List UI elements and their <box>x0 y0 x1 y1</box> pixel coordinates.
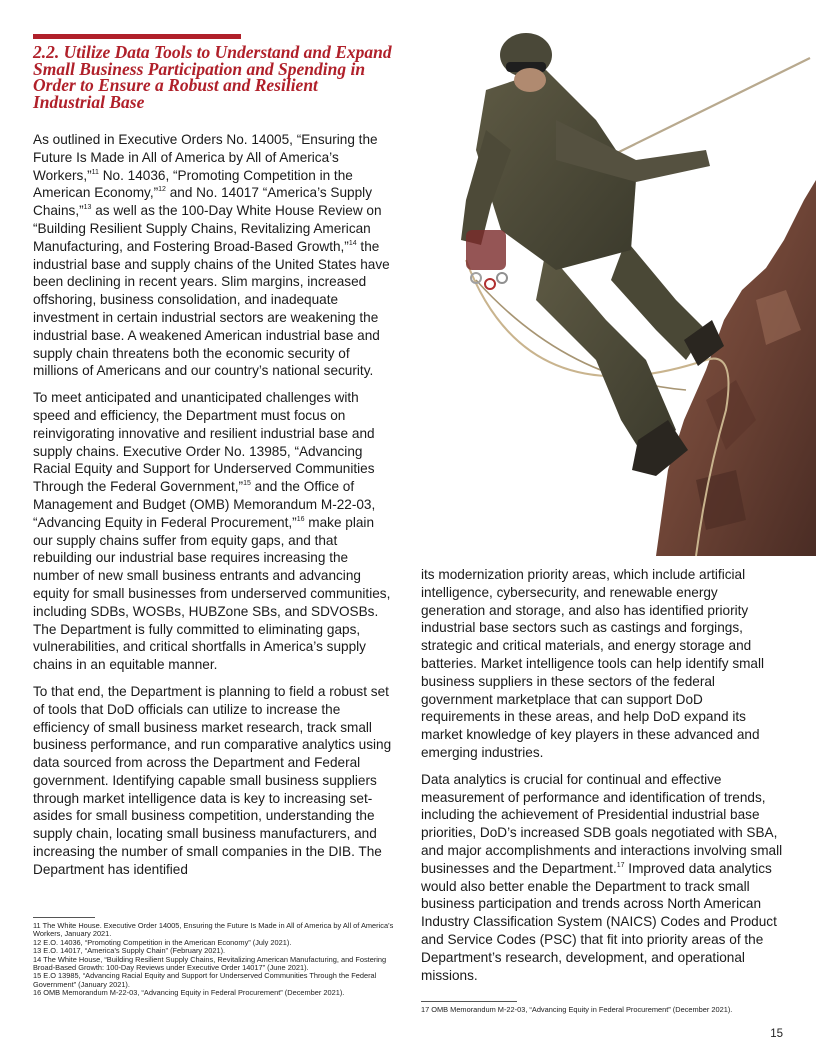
footnote-ref-15: 15 <box>243 480 251 488</box>
paragraph-text: Data analytics is crucial for continual and effective measurement of performance and identification of trends, including the achievement of Presidential industrial base priorities, DoD’s increased SDB goals negotiated with SBA, and major accomplishments and interactions involving small businesses and the Department. <box>421 771 783 876</box>
footnote-16: 16 OMB Memorandum M-22-03, “Advancing Equity in Federal Procurement” (December 2021). <box>33 988 345 998</box>
paragraph-text: As outlined in Executive Orders No. 14005, “Ensuring the Future Is Made in All of America by All of America’s Workers,” <box>33 132 378 183</box>
paragraph-text: Improved data analytics would also better enable the Department to track small business participation and trends across North American Industry Classification System (NAICS) Codes and Product and Service Codes (PSC) that fit into priority areas of the Department’s research, development, and operational missions. <box>421 860 777 983</box>
paragraph-text: No. 14036, “Promoting Competition in the American Economy,” <box>33 167 353 201</box>
right-paragraph-1 <box>421 566 783 762</box>
paragraph-text: its modernization priority areas, which include artificial intelligence, cybersecurity, and renewable energy generation and storage, and also has identified priority industrial base sectors such as castings and forgings, strategic and critical materials, and energy storage and batteries. Market intelligence tools can help identify small business suppliers in these sectors of the federal government marketplace that can support DoD requirements in these areas, and help DoD expand its market knowledge of key players in these advanced and emerging industries. <box>421 567 765 760</box>
footnote-ref-12: 12 <box>158 186 166 194</box>
paragraph-text: the industrial base and supply chains of the United States have been declining in recent years. Slim margins, increased offshoring, business consolidation, and inadequate investment in certain industrial sectors are weakening the industrial base. A weakened American industrial base and supply chain threatens both the economic security of millions of Americans and our country’s national security. <box>33 238 390 379</box>
climber-illustration <box>406 0 816 556</box>
footnote-rule-left <box>33 917 95 918</box>
footnote-12: 12 E.O. 14036, “Promoting Competition in the American Economy” (July 2021). <box>33 937 292 947</box>
left-paragraph-2 <box>33 389 395 674</box>
footnote-ref-14: 14 <box>348 239 357 247</box>
footnote-13: 13 E.O. 14017, “America’s Supply Chain” (February 2021). <box>33 946 226 956</box>
paragraph-text: To that end, the Department is planning to field a robust set of tools that DoD officials can utilize to increase the efficiency of small business market research, track small business performance, and run comparative analytics using data sourced from across the Department and Federal government. Identifying capable small business suppliers through market intelligence data is key to increasing set-asides for small business competition, understanding the supply chain, locating small business manufacturers, and increasing the number of small companies in the DIB. The Department has identified <box>33 683 392 877</box>
paragraph-text: and No. 14017 “America’s Supply Chains,” <box>33 185 372 219</box>
footnote-ref-17: 17 <box>616 861 625 869</box>
left-paragraph-1 <box>33 131 395 380</box>
footnote-ref-11: 11 <box>91 168 99 176</box>
footnote-11: 11 The White House. Executive Order 14005, Ensuring the Future Is Made in All of America by All of America’s Workers, January 2021. <box>33 921 394 939</box>
footnotes-left <box>33 922 395 998</box>
page-number: 15 <box>770 1028 783 1040</box>
paragraph-text: make plain our supply chains suffer from equity gaps, and that rebuilding our industrial base requires increasing the number of new small business entrants and advancing equity for small businesses from underserved communities, including SDBs, WOSBs, HUBZone SBs, and SDVOSBs. The Department is fully committed to eliminating gaps, vulnerabilities, and critical shortfalls in America’s supply chains in an equitable manner. <box>33 514 391 673</box>
paragraph-text: To meet anticipated and unanticipated challenges with speed and efficiency, the Department must focus on reinvigorating innovative and resilient industrial base and supply chains. Executive Order No. 13985, “Advancing Racial Equity and Support for Underserved Communities Through the Federal Government,” <box>33 390 375 495</box>
footnote-15: 15 E.O 13985, “Advancing Racial Equity and Support for Underserved Communities Through the Federal Government” (January 2021). <box>33 971 377 989</box>
section-heading: 2.2. Utilize Data Tools to Understand and Expand Small Business Participation and Spending in Order to Ensure a Robust and Resilient Industrial Base <box>33 42 392 112</box>
left-paragraph-3 <box>33 683 395 879</box>
soldier-climbing-photo <box>406 0 816 556</box>
footnote-ref-16: 16 <box>296 515 305 523</box>
right-paragraph-2 <box>421 771 783 985</box>
footnote-ref-13: 13 <box>83 204 92 212</box>
footnote-rule-right <box>421 1001 517 1002</box>
footnote-14: 14 The White House, “Building Resilient Supply Chains, Revitalizing American Manufacturing, and Fostering Broad-Based Growth: 100-Day Reviews under Executive Order 14017” (June 2021). <box>33 954 387 973</box>
left-column <box>33 131 395 888</box>
heading-accent-bar <box>33 34 241 39</box>
right-column <box>421 566 783 993</box>
footnotes-right <box>421 1006 783 1014</box>
paragraph-text: and the Office of Management and Budget (OMB) Memorandum M-22-03, “Advancing Equity in Federal Procurement,” <box>33 479 376 530</box>
footnote-17: 17 OMB Memorandum M-22-03, “Advancing Equity in Federal Procurement” (December 2021). <box>421 1005 733 1014</box>
paragraph-text: as well as the 100-Day White House Review on “Building Resilient Supply Chains, Revitalizing American Manufacturing, and Fostering Broad-Based Growth,” <box>33 203 382 254</box>
